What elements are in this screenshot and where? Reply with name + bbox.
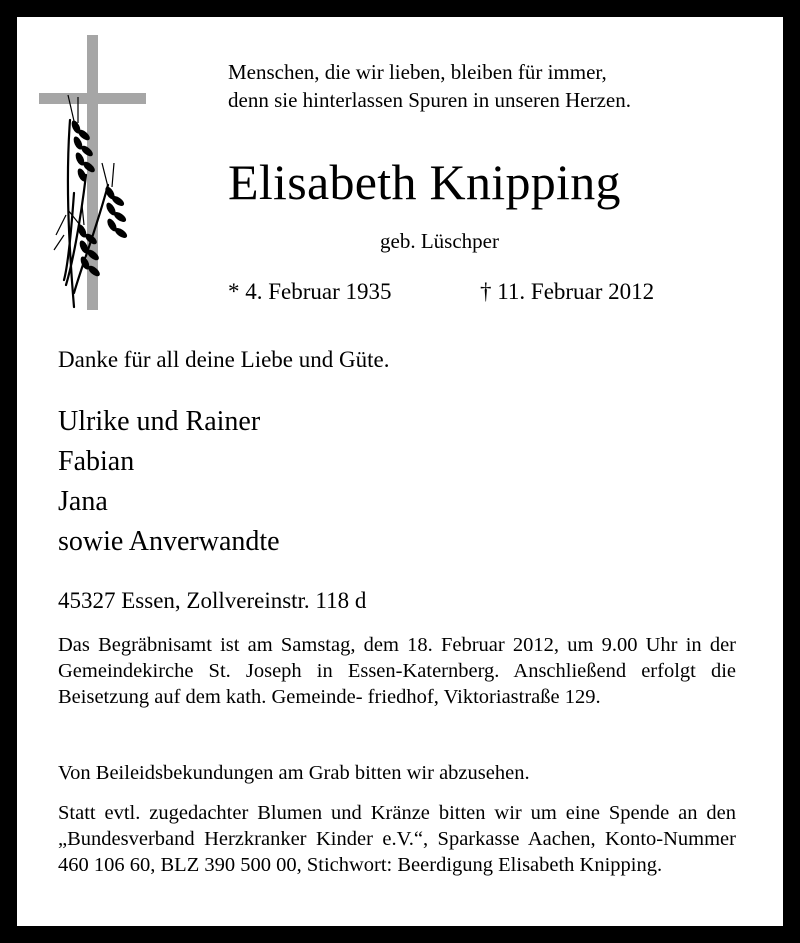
thanks-line: Danke für all deine Liebe und Güte. <box>58 347 390 372</box>
maiden-name: geb. Lüschper <box>380 229 499 253</box>
cross-with-wheat <box>38 35 148 310</box>
motto-line-2: denn sie hinterlassen Spuren in unseren Herzen. <box>228 88 631 112</box>
donation-paragraph: Statt evtl. zugedachter Blumen und Kränze bitten wir um eine Spende an den „Bundesverband Herzkranker Kinder e.V.“, Sparkasse Aachen, Konto-Nummer 460 106 60, BLZ 390 500 00, Stichwort: Beerdigung Elisabeth Knipping. <box>58 802 736 876</box>
mourner: Fabian <box>58 446 135 477</box>
death-date: † 11. Februar 2012 <box>480 279 655 304</box>
mourner: Jana <box>58 486 108 517</box>
address: 45327 Essen, Zollvereinstr. 118 d <box>58 588 367 613</box>
birth-date: * 4. Februar 1935 <box>228 279 392 304</box>
condolence-paragraph: Von Beileidsbekundungen am Grab bitten wir abzusehen. <box>58 762 530 784</box>
deceased-name: Elisabeth Knipping <box>228 154 621 210</box>
motto <box>228 58 631 114</box>
funeral-paragraph: Das Begräbnisamt ist am Samstag, dem 18. Februar 2012, um 9.00 Uhr in der Gemeindekirche St. Joseph in Essen-Katernberg. Anschließend erfolgt die Beisetzung auf dem kath. Gemeinde- friedhof, Viktoriastraße 129. <box>58 634 736 708</box>
mourner: sowie Anverwandte <box>58 526 280 557</box>
motto-line-1: Menschen, die wir lieben, bleiben für immer, <box>228 60 607 84</box>
mourner: Ulrike und Rainer <box>58 406 261 437</box>
cross-icon <box>38 35 148 310</box>
mourners-list <box>58 402 280 562</box>
